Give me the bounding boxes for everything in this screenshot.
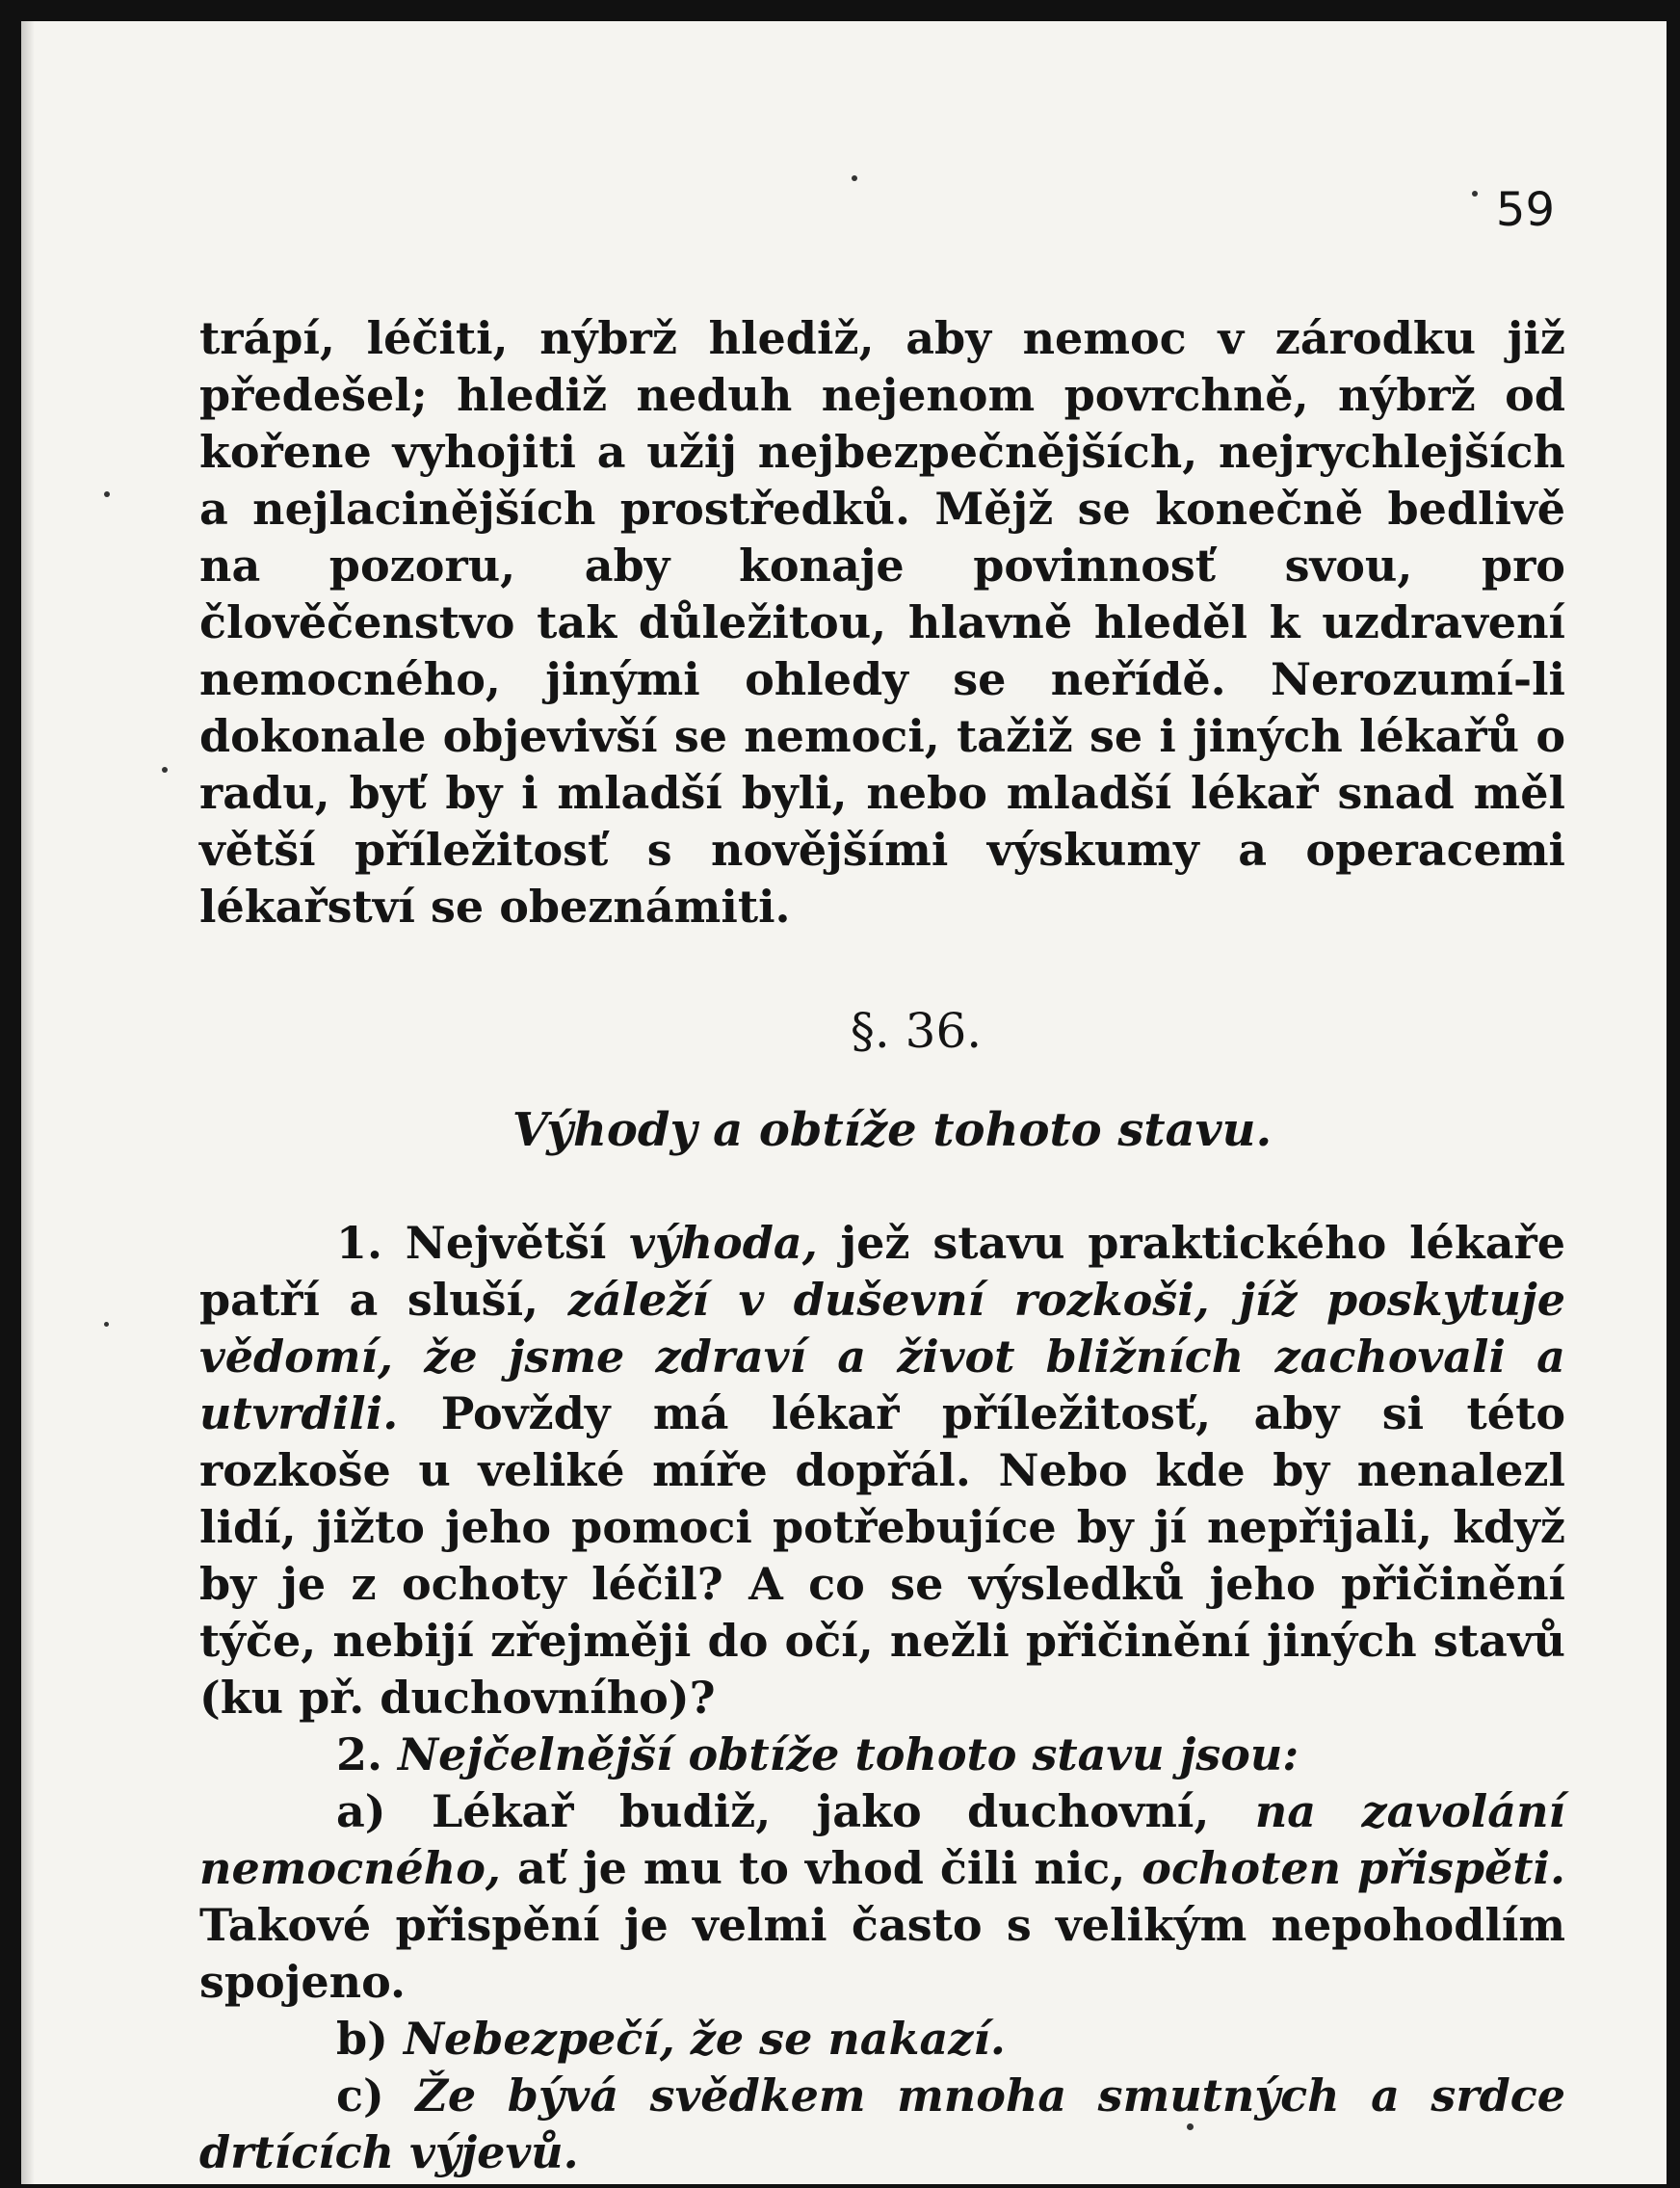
- point-1-middle: jež stavu praktického lékaře patří a sluší,: [199, 1217, 1565, 1326]
- scan-speck: [104, 491, 110, 497]
- scan-speck: [1187, 2123, 1194, 2130]
- paragraph-point-2: [199, 1727, 1565, 1783]
- page-number: 59: [1495, 183, 1555, 237]
- item-a-emphasis-2: ochoten přispěti.: [1142, 1842, 1566, 1894]
- book-page: [21, 21, 1667, 2184]
- scan-speck: [162, 767, 168, 773]
- section-title: Výhody a obtíže tohoto stavu.: [512, 1103, 1273, 1157]
- item-b-lead: b): [336, 2013, 388, 2065]
- item-a-rest: Takové přispění je velmi často s velikým nepohodlím spojeno.: [199, 1899, 1565, 2008]
- scan-speck: [852, 175, 857, 181]
- paragraph-item-a: [199, 1783, 1565, 2011]
- paragraph-intro: trápí, léčiti, nýbrž hlediž, aby nemoc v zárodku již předešel; hlediž neduh nejenom povrchně, nýbrž od kořene vyhojiti a užij nejbezpečnějších, nejrychlejších a nejlacinějších prostředků. Mějž se konečně bedlivě na pozoru, aby konaje povinnosť svou, pro člověčenstvo tak důležitou, hlavně hleděl k uzdravení nemocného, jinými ohledy se neřídě. Nerozumí-li dokonale objevivší se nemoci, tažiž se i jiných lékařů o radu, byť by i mladší byli, nebo mladší lékař snad měl větší příležitosť s novějšími výskumy a operacemi lékařství se obeznámiti.: [199, 312, 1565, 933]
- item-a-lead: a) Lékař budiž, jako duchovní,: [336, 1785, 1210, 1837]
- item-b-emphasis: Nebezpečí, že se nakazí.: [403, 2013, 1006, 2065]
- item-c-emphasis: Že bývá svědkem mnoha smutných a srdce drtících výjevů.: [199, 2069, 1566, 2178]
- scan-speck: [104, 1322, 109, 1327]
- page-text: [199, 310, 1565, 2181]
- item-a-emphasis-1: na zavolání nemocného,: [199, 1785, 1565, 1894]
- point-1-keyword: výhoda,: [629, 1217, 818, 1269]
- point-1-lead: 1. Největší: [336, 1217, 607, 1269]
- paragraph-item-b: [199, 2011, 1565, 2068]
- section-number: §. 36.: [850, 1003, 983, 1059]
- item-a-middle: ať je mu to vhod čili nic,: [516, 1842, 1126, 1894]
- point-1-emphasis: záleží v duševní rozkoši, jíž poskytuje vědomí, že jsme zdraví a život bližních zachovali a utvrdili.: [199, 1274, 1566, 1439]
- paragraph-item-c: [199, 2068, 1565, 2181]
- point-1-rest: Povždy má lékař příležitosť, aby si této rozkoše u veliké míře dopřál. Nebo kde by nenalezl lidí, jižto jeho pomoci potřebujíce by jí nepřijali, když by je z ochoty léčil? A co se výsledků jeho přičinění týče, nebijí zřejměji do očí, nežli přičinění jiných stavů (ku př. duchovního)?: [199, 1387, 1565, 1724]
- page-edge-shadow: [21, 21, 35, 2184]
- item-c-lead: c): [336, 2069, 384, 2122]
- point-2-lead: 2.: [336, 1728, 383, 1780]
- paragraph-point-1: [199, 1215, 1565, 1727]
- scan-speck: [1472, 191, 1478, 197]
- point-2-emphasis: Nejčelnější obtíže tohoto stavu jsou:: [398, 1728, 1299, 1780]
